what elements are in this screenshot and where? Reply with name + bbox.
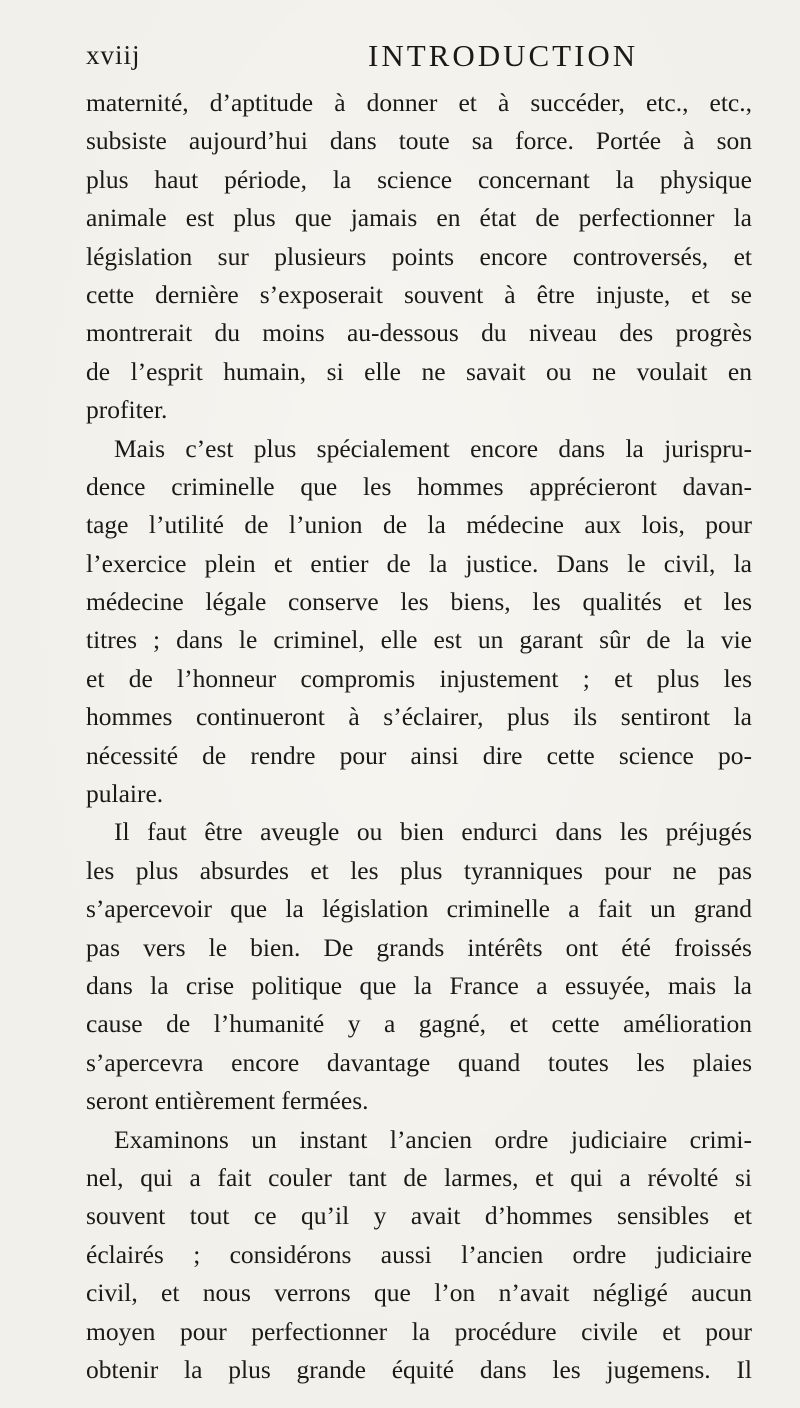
paragraph-end-line: profiter.: [86, 395, 168, 425]
paragraph-end-line: pulaire.: [86, 779, 164, 809]
text-line: civil, et nous verrons que l’on n’avait négligé aucun: [86, 1278, 752, 1308]
text-line: pas vers le bien. De grands intérêts ont été froissés: [86, 932, 752, 962]
body-text: [86, 84, 752, 1389]
text-line: souvent tout ce qu’il y avait d’hommes sensibles et: [86, 1201, 752, 1231]
text-line: titres ; dans le criminel, elle est un garant sûr de la vie: [86, 625, 752, 655]
text-line: moyen pour perfectionner la procédure civile et pour: [86, 1316, 752, 1346]
text-line: cause de l’humanité y a gagné, et cette amélioration: [86, 1009, 752, 1039]
text-line: l’exercice plein et entier de la justice. Dans le civil, la: [86, 548, 752, 578]
text-line: maternité, d’aptitude à donner et à succéder, etc., etc.,: [86, 88, 752, 117]
text-line: dence criminelle que les hommes apprécieront davan-: [86, 471, 752, 501]
text-line: animale est plus que jamais en état de perfectionner la: [86, 203, 752, 233]
text-line: plus haut période, la science concernant la physique: [86, 164, 752, 194]
text-line: nécessité de rendre pour ainsi dire cette science po-: [86, 740, 752, 770]
text-line: législation sur plusieurs points encore controversés, et: [86, 241, 752, 271]
text-line: s’apercevoir que la législation criminelle a fait un grand: [86, 894, 752, 924]
text-line: tage l’utilité de l’union de la médecine aux lois, pour: [86, 510, 752, 540]
text-line: et de l’honneur compromis injustement ; et plus les: [86, 663, 752, 693]
running-head-title: INTRODUCTION: [368, 38, 639, 73]
paragraph-start-line: Il faut être aveugle ou bien endurci dans les préjugés: [114, 817, 752, 847]
page-number: xviij: [86, 40, 141, 70]
text-line: montrerait du moins au-dessous du niveau des progrès: [86, 318, 752, 348]
text-line: cette dernière s’exposerait souvent à être injuste, et se: [86, 279, 752, 309]
text-line: obtenir la plus grande équité dans les jugemens. Il: [86, 1354, 752, 1384]
paragraph-start-line: Examinons un instant l’ancien ordre judiciaire crimi-: [114, 1124, 752, 1154]
paragraph-start-line: Mais c’est plus spécialement encore dans la jurispru-: [114, 433, 752, 463]
text-line: dans la crise politique que la France a essuyée, mais la: [86, 970, 752, 1000]
text-line: éclairés ; considérons aussi l’ancien ordre judiciaire: [86, 1239, 752, 1269]
text-line: hommes continueront à s’éclairer, plus ils sentiront la: [86, 702, 752, 732]
text-line: les plus absurdes et les plus tyranniques pour ne pas: [86, 855, 752, 885]
paragraph-end-line: seront entièrement fermées.: [86, 1086, 369, 1116]
text-line: médecine légale conserve les biens, les qualités et les: [86, 587, 752, 617]
text-line: nel, qui a fait couler tant de larmes, et qui a révolté si: [86, 1162, 752, 1192]
text-line: subsiste aujourd’hui dans toute sa force. Portée à son: [86, 126, 752, 156]
running-head: [86, 38, 746, 78]
text-line: s’apercevra encore davantage quand toutes les plaies: [86, 1047, 752, 1077]
text-line: de l’esprit humain, si elle ne savait ou ne voulait en: [86, 356, 752, 386]
